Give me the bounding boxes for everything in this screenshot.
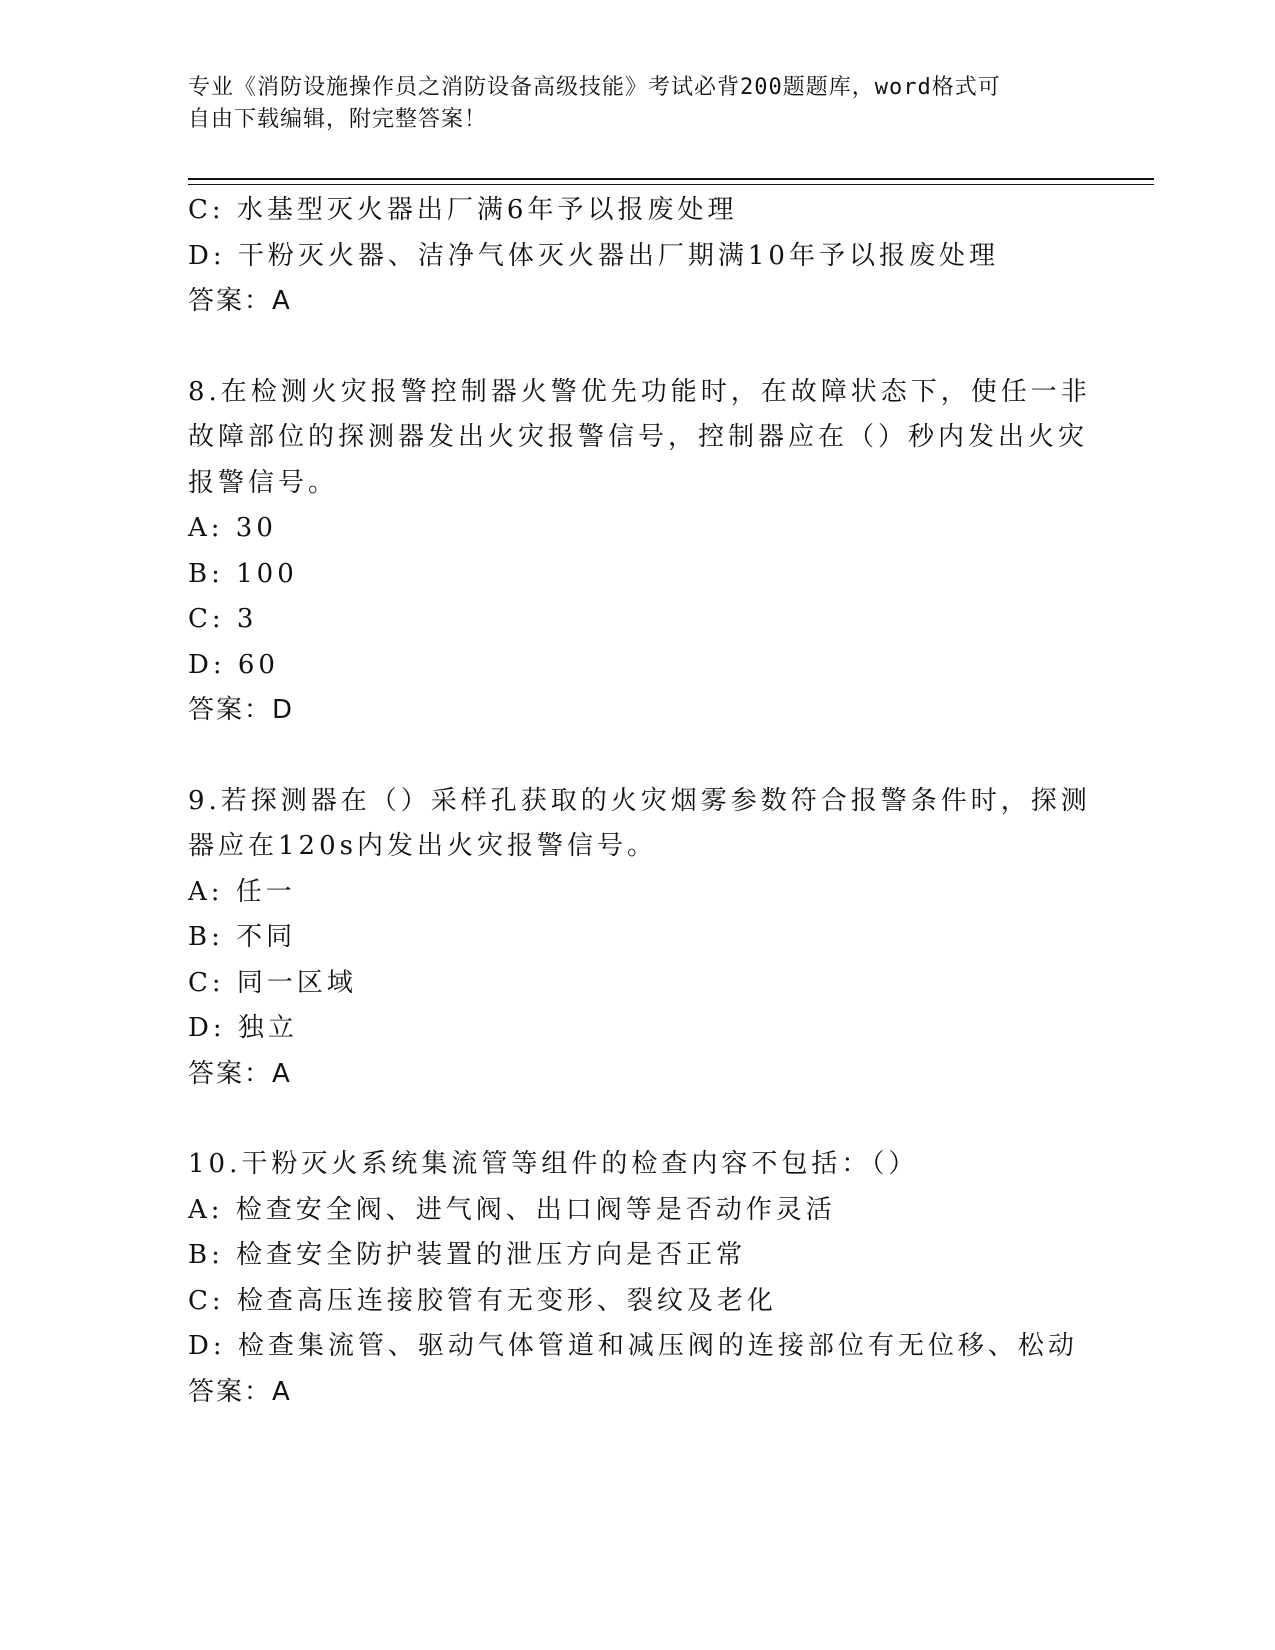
option-c: C: 检查高压连接胶管有无变形、裂纹及老化 [188,1285,777,1316]
answer: 答案：D [188,695,295,725]
question-7-tail [188,188,1088,325]
option-a: A: 30 [188,513,277,543]
question-text-line: 10.干粉灭火系统集流管等组件的检查内容不包括：（） [188,1149,919,1179]
option-d: D: 干粉灭火器、洁净气体灭火器出厂期满10年予以报废处理 [188,240,999,271]
question-text-line: 9.若探测器在（）采样孔获取的火灾烟雾参数符合报警条件时，探测 [188,785,1091,816]
header-line-1: 专业《消防设施操作员之消防设备高级技能》考试必背200题题库，word格式可 [188,75,1001,100]
question-list [188,188,1091,1415]
question-9 [188,779,1091,1098]
answer: 答案：A [188,286,292,316]
question-10 [188,1142,1088,1415]
option-b: B: 检查安全防护装置的泄压方向是否正常 [188,1240,747,1270]
header-rule-thick [188,178,1154,180]
option-a: A: 检查安全阀、进气阀、出口阀等是否动作灵活 [188,1194,836,1225]
document-header [188,72,1068,136]
option-d: D: 60 [188,649,279,680]
spacer [188,734,1088,779]
spacer [188,1097,1088,1142]
question-text-line: 器应在120s内发出火灾报警信号。 [188,831,657,861]
header-line-2: 自由下载编辑，附完整答案！ [188,107,488,132]
option-d: D: 独立 [188,1013,298,1043]
option-c: C: 3 [188,604,258,634]
option-d: D: 检查集流管、驱动气体管道和减压阀的连接部位有无位移、松动 [188,1331,1078,1361]
question-text-line: 故障部位的探测器发出火灾报警信号，控制器应在（）秒内发出火灾 [188,422,1089,452]
option-b: B: 100 [188,558,298,589]
answer: 答案：A [188,1376,292,1407]
question-text-line: 8.在检测火灾报警控制器火警优先功能时，在故障状态下，使任一非 [188,376,1091,407]
option-c: C: 水基型灭火器出厂满6年予以报废处理 [188,195,738,225]
option-b: B: 不同 [188,922,297,952]
answer: 答案：A [188,1058,292,1089]
question-text-line: 报警信号。 [188,467,339,498]
option-c: C: 同一区域 [188,967,357,998]
spacer [188,325,1088,370]
option-a: A: 任一 [188,876,296,907]
header-rule-thin [188,184,1154,185]
question-8 [188,370,1091,734]
